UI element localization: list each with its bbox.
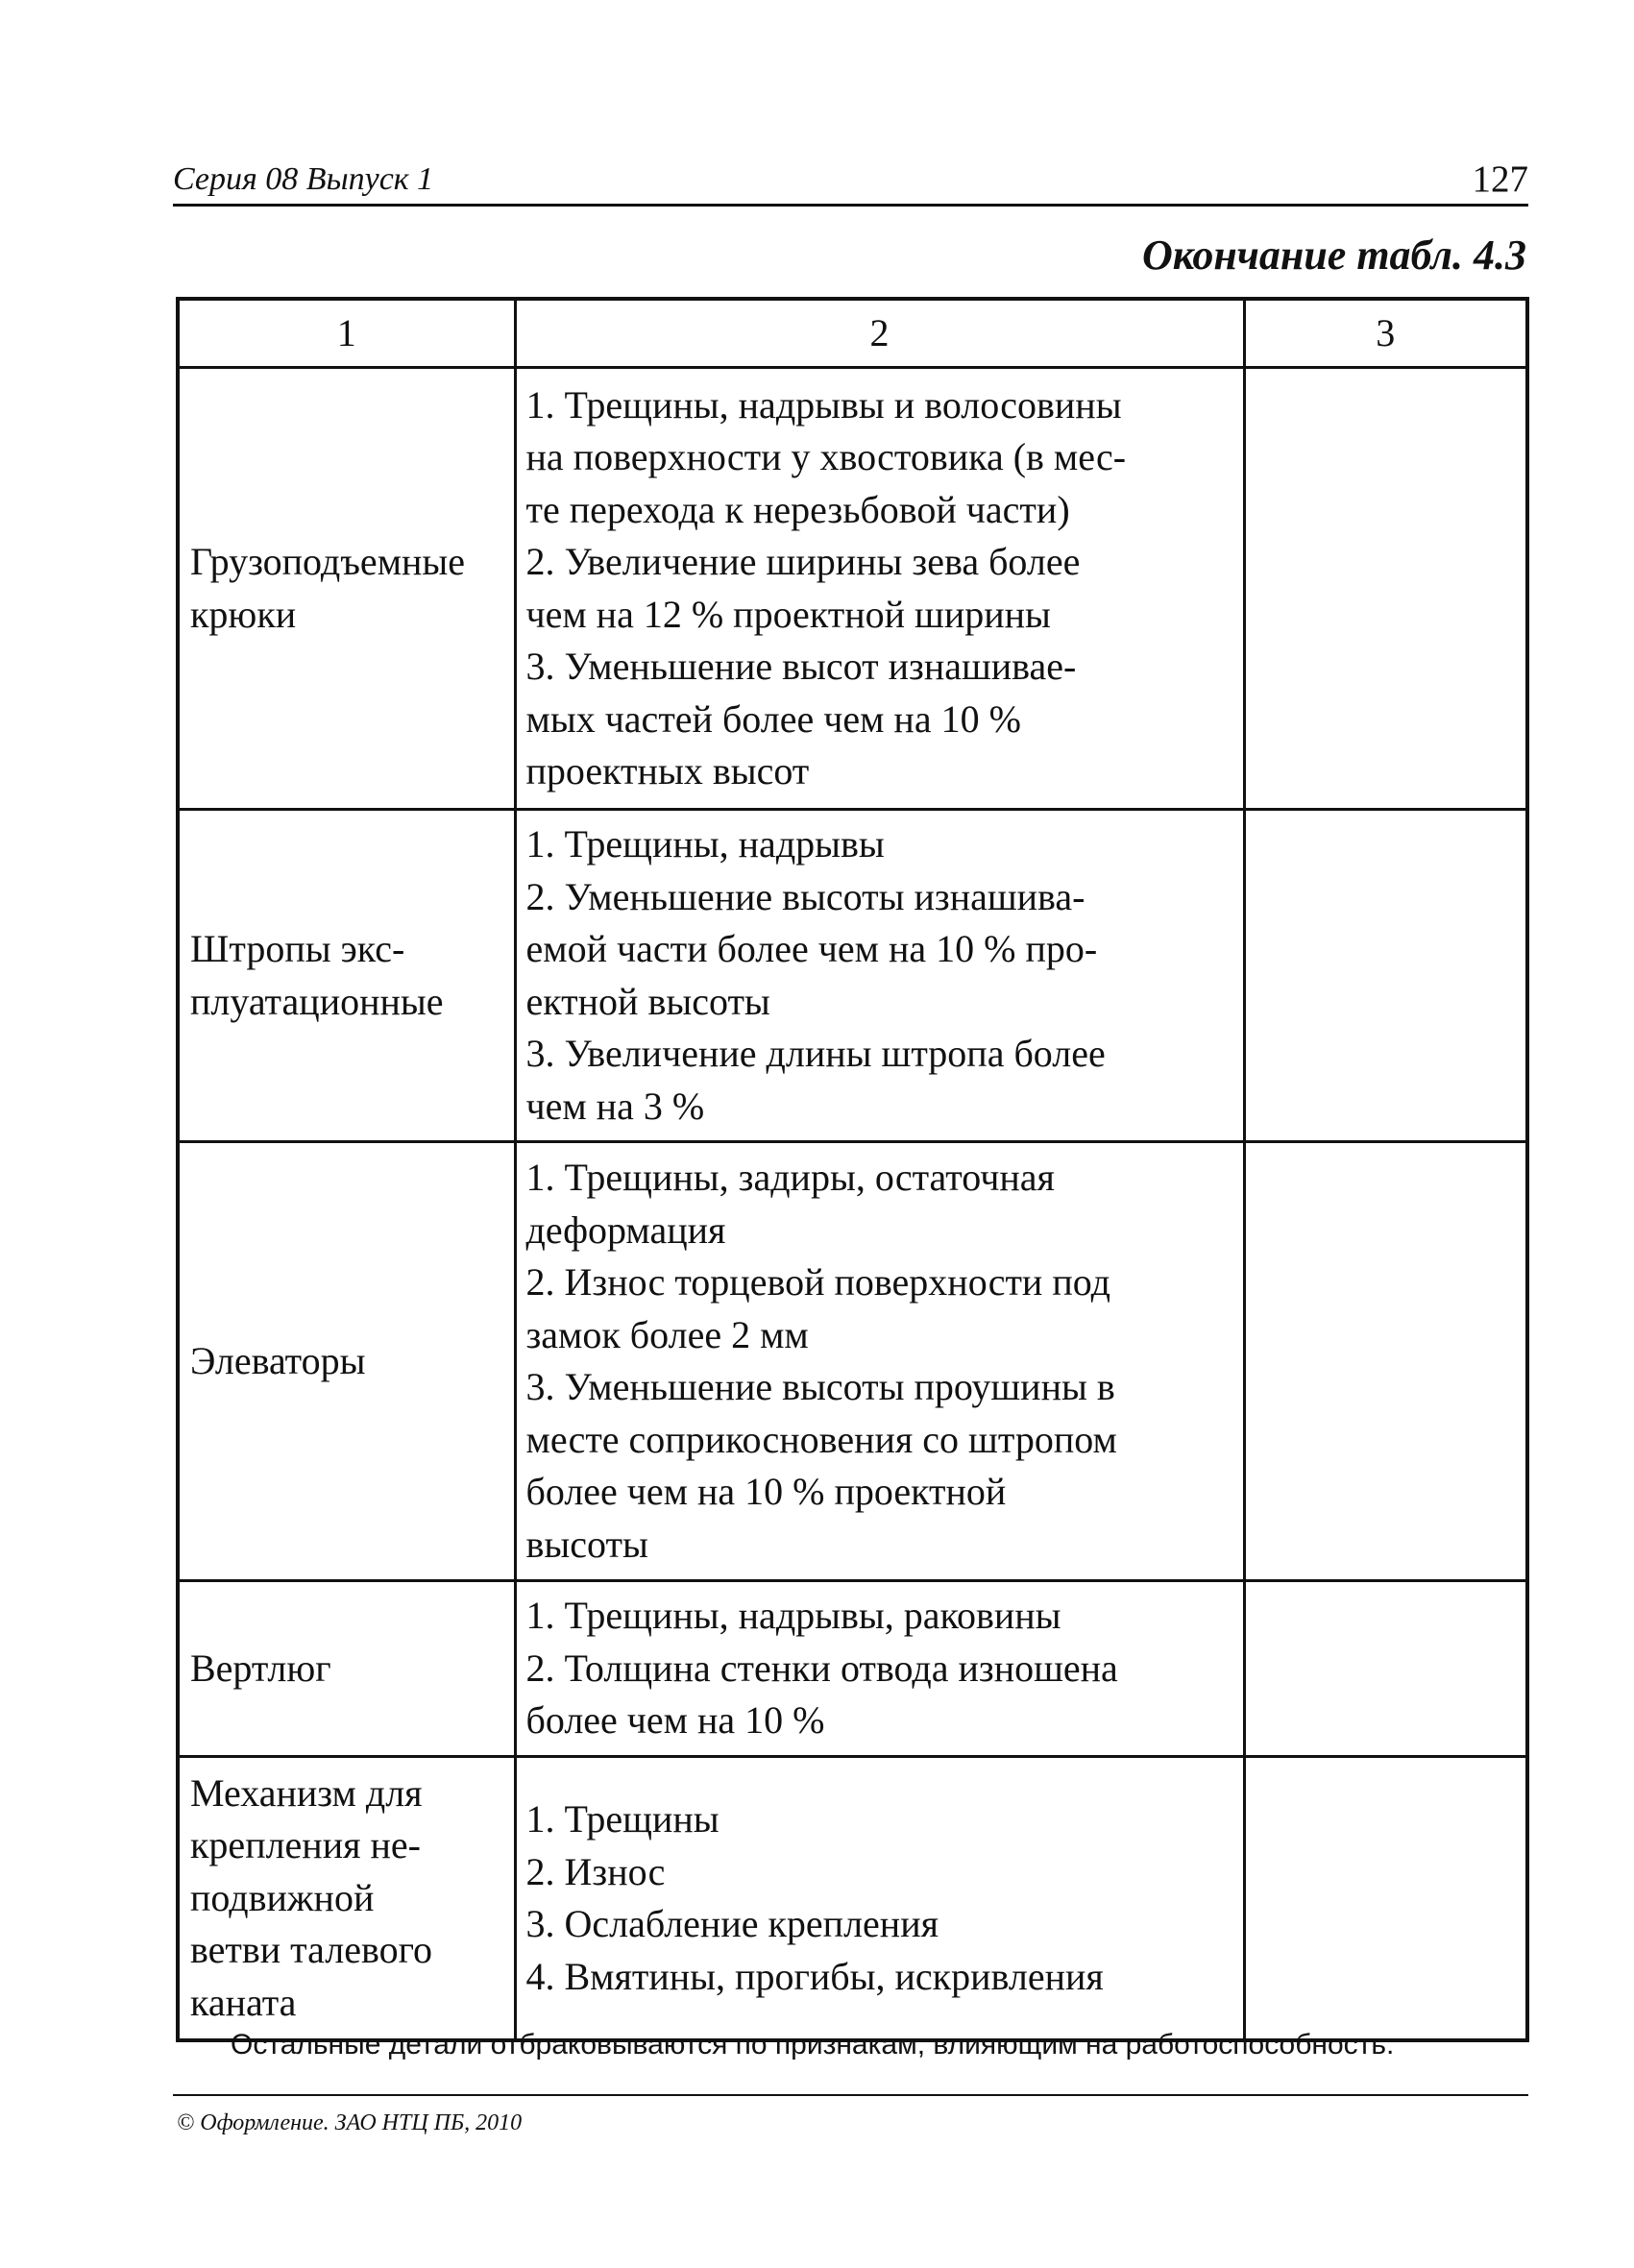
defects-cell bbox=[515, 1581, 1244, 1757]
table-row bbox=[178, 810, 1527, 1142]
table-header-row bbox=[178, 299, 1527, 368]
note-cell bbox=[1244, 1142, 1527, 1581]
cell-line: 1. Трещины, надрывы bbox=[525, 822, 885, 866]
cell-line: проектных высот bbox=[525, 749, 810, 793]
cell-line: плуатационные bbox=[190, 979, 444, 1023]
cell-line: 1. Трещины bbox=[525, 1797, 719, 1841]
defects-cell bbox=[515, 1142, 1244, 1581]
cell-line: 2. Толщина стенки отвода изношена bbox=[525, 1646, 1118, 1690]
cell-line: чем на 3 % bbox=[525, 1084, 705, 1128]
cell-line: 2. Износ торцевой поверхности под bbox=[525, 1260, 1110, 1304]
cell-line: 3. Увеличение длины штропа более bbox=[525, 1032, 1106, 1075]
table-footnote: Остальные детали отбраковываются по признакам, влияющим на работоспособность. bbox=[231, 2029, 1395, 2061]
cell-line: крепления не- bbox=[190, 1823, 421, 1867]
cell-line: ектной высоты bbox=[525, 979, 770, 1023]
defects-cell bbox=[515, 810, 1244, 1142]
header-divider bbox=[173, 204, 1528, 207]
cell-line: подвижной bbox=[190, 1875, 375, 1919]
cell-line: Механизм для bbox=[190, 1770, 423, 1815]
cell-line: Грузоподъемные bbox=[190, 540, 466, 583]
cell-line: 1. Трещины, задиры, остаточная bbox=[525, 1156, 1055, 1199]
cell-line: 1. Трещины, надрывы и волосовины bbox=[525, 382, 1122, 427]
note-cell bbox=[1244, 810, 1527, 1142]
equipment-name-cell bbox=[178, 368, 515, 810]
table-row bbox=[178, 1757, 1527, 2041]
series-issue-label: Серия 08 Выпуск 1 bbox=[173, 161, 434, 197]
column-header-1: 1 bbox=[178, 299, 515, 368]
cell-line: крюки bbox=[190, 592, 297, 636]
footer-divider bbox=[173, 2094, 1528, 2096]
cell-line: 3. Уменьшение высот изнашивае- bbox=[525, 645, 1077, 688]
equipment-name-cell bbox=[178, 1581, 515, 1757]
table-caption: Окончание табл. 4.3 bbox=[1141, 232, 1526, 279]
cell-line: высоты bbox=[525, 1522, 648, 1566]
cell-line: 4. Вмятины, прогибы, искривления bbox=[525, 1954, 1104, 1998]
column-header-3: 3 bbox=[1244, 299, 1527, 368]
defects-cell bbox=[515, 368, 1244, 810]
table-row bbox=[178, 1581, 1527, 1757]
table-row bbox=[178, 368, 1527, 810]
note-cell bbox=[1244, 368, 1527, 810]
column-header-2: 2 bbox=[515, 299, 1244, 368]
equipment-name-cell bbox=[178, 810, 515, 1142]
copyright-notice: © Оформление. ЗАО НТЦ ПБ, 2010 bbox=[177, 2110, 523, 2135]
equipment-name-cell bbox=[178, 1757, 515, 2041]
cell-line: более чем на 10 % bbox=[525, 1698, 825, 1743]
table-row bbox=[178, 1142, 1527, 1581]
cell-line: более чем на 10 % проектной bbox=[525, 1470, 1007, 1513]
cell-line: месте соприкосновения со штропом bbox=[525, 1417, 1117, 1461]
cell-line: Вертлюг bbox=[190, 1646, 331, 1690]
cell-line: емой части более чем на 10 % про- bbox=[525, 927, 1098, 970]
note-cell bbox=[1244, 1757, 1527, 2041]
note-cell bbox=[1244, 1581, 1527, 1757]
cell-line: на поверхности у хвостовика (в мес- bbox=[525, 435, 1127, 478]
cell-line: 3. Уменьшение высоты проушины в bbox=[525, 1365, 1115, 1408]
defects-table bbox=[176, 297, 1529, 2042]
defects-cell bbox=[515, 1757, 1244, 2041]
cell-line: 1. Трещины, надрывы, раковины bbox=[525, 1594, 1061, 1638]
cell-line: те перехода к нерезьбовой части) bbox=[525, 487, 1070, 531]
cell-line: чем на 12 % проектной ширины bbox=[525, 592, 1051, 636]
equipment-name-cell bbox=[178, 1142, 515, 1581]
cell-line: замок более 2 мм bbox=[525, 1312, 809, 1356]
cell-line: ветви талевого bbox=[190, 1928, 432, 1972]
cell-line: деформация bbox=[525, 1207, 726, 1252]
cell-line: 3. Ослабление крепления bbox=[525, 1902, 939, 1945]
cell-line: Штропы экс- bbox=[190, 927, 405, 970]
cell-line: 2. Уменьшение высоты изнашива- bbox=[525, 874, 1085, 918]
cell-line: мых частей более чем на 10 % bbox=[525, 696, 1021, 741]
cell-line: Элеваторы bbox=[190, 1338, 366, 1382]
cell-line: 2. Износ bbox=[525, 1849, 666, 1893]
cell-line: 2. Увеличение ширины зева более bbox=[525, 540, 1081, 583]
page-number: 127 bbox=[1472, 159, 1528, 200]
cell-line: каната bbox=[190, 1980, 297, 2024]
